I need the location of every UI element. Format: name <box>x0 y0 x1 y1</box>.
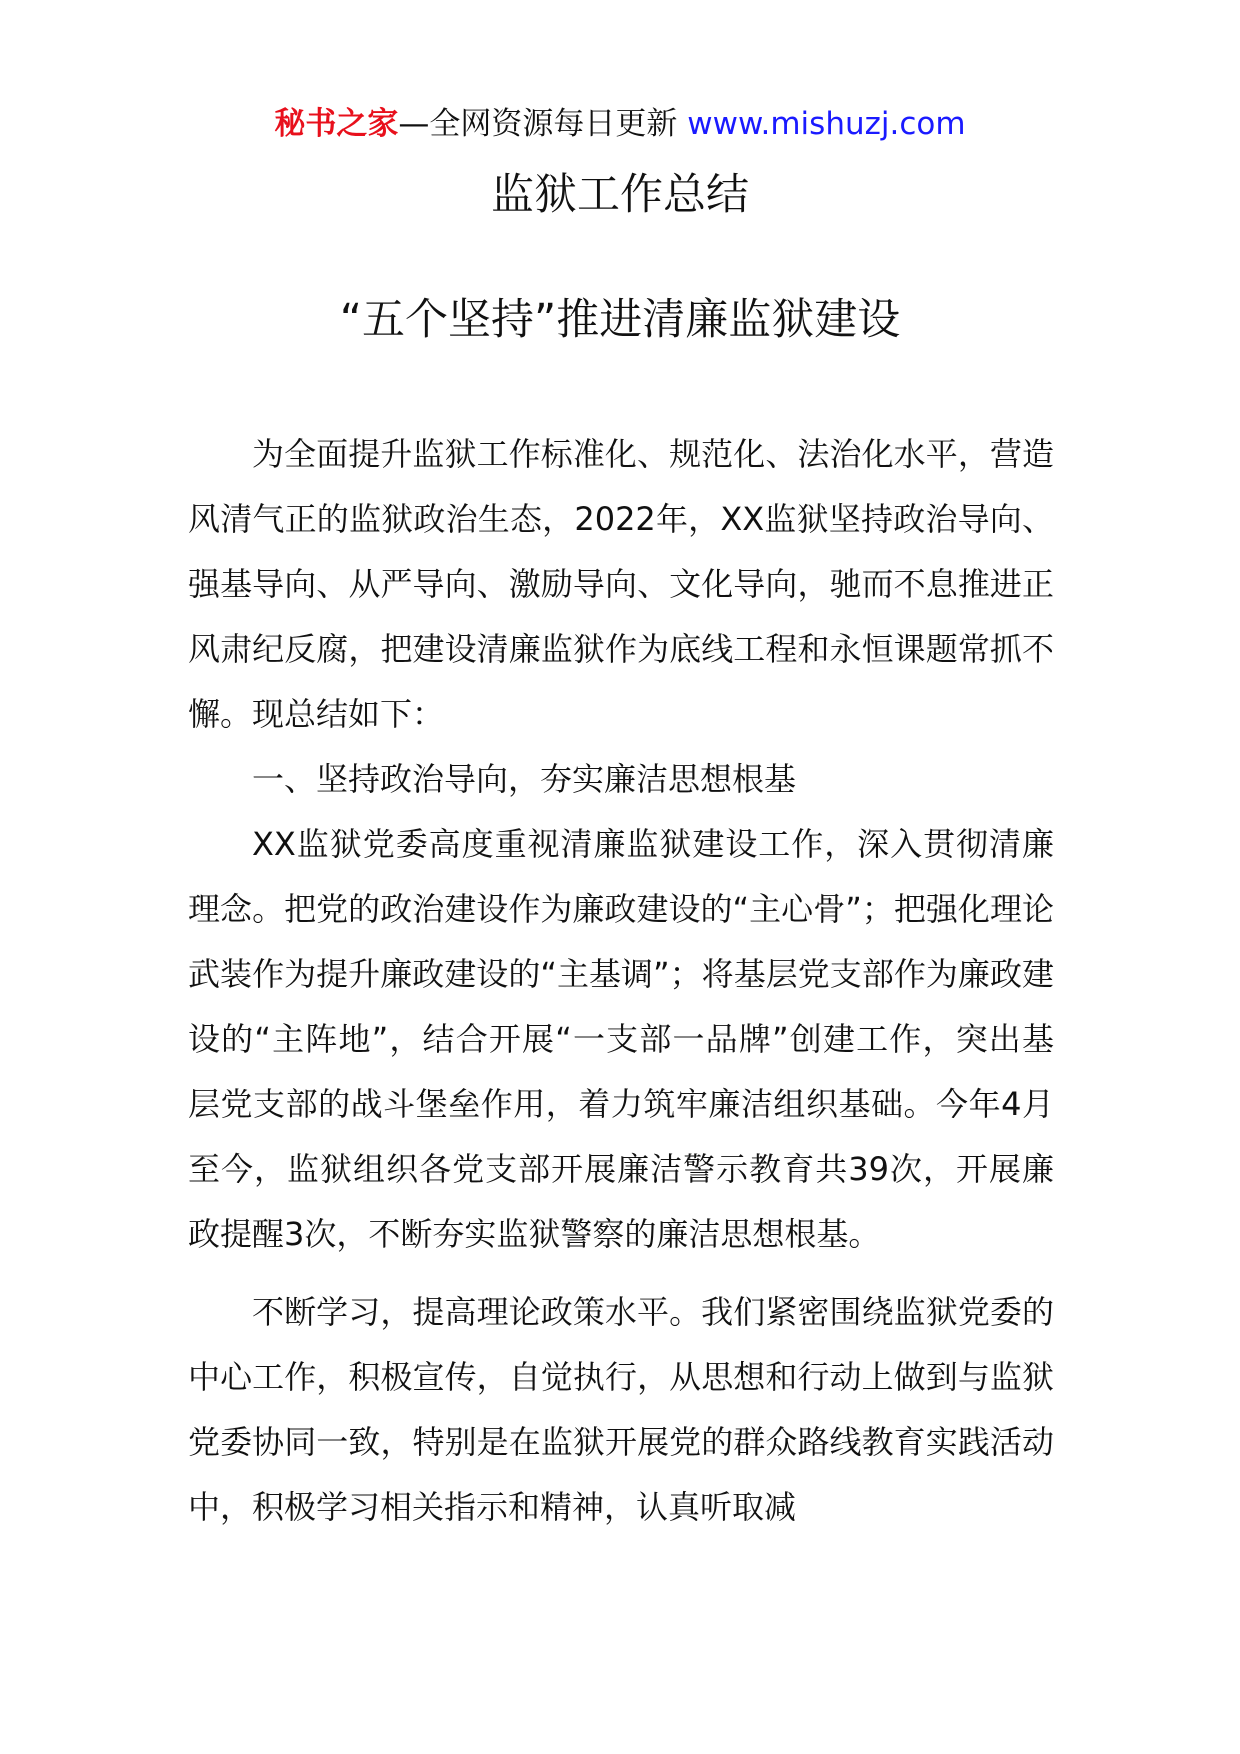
body-paragraph: XX监狱党委高度重视清廉监狱建设工作，深入贯彻清廉理念。把党的政治建设作为廉政建设的“主心骨”；把强化理论武装作为提升廉政建设的“主基调”；将基层党支部作为廉政建设的“主阵地”，结合开展“一支部一品牌”创建工作，突出基层党支部的战斗堡垒作用，着力筑牢廉洁组织基础。今年4月至今，监狱组织各党支部开展廉洁警示教育共39次，开展廉政提醒3次，不断夯实监狱警察的廉洁思想根基。 <box>188 825 1054 1253</box>
body-paragraph: 不断学习，提高理论政策水平。我们紧密围绕监狱党委的中心工作，积极宣传，自觉执行，从思想和行动上做到与监狱党委协同一致，特别是在监狱开展党的群众路线教育实践活动中，积极学习相关指示和精神，认真听取减 <box>188 1293 1054 1526</box>
intro-paragraph: 为全面提升监狱工作标准化、规范化、法治化水平，营造风清气正的监狱政治生态，2022年，XX监狱坚持政治导向、强基导向、从严导向、激励导向、文化导向，驰而不息推进正风肃纪反腐，把建设清廉监狱作为底线工程和永恒课题常抓不懈。现总结如下： <box>188 435 1054 733</box>
section-heading-1: 一、坚持政治导向，夯实廉洁思想根基 <box>252 760 797 798</box>
site-banner <box>0 102 1240 146</box>
document-title: 监狱工作总结 <box>491 170 749 220</box>
banner-tagline: —全网资源每日更新 <box>398 106 688 142</box>
site-url[interactable]: www.mishuzj.com <box>687 106 966 142</box>
brand-name: 秘书之家 <box>274 106 399 142</box>
document-body <box>188 422 1054 1540</box>
document-subtitle: “五个坚持”推进清廉监狱建设 <box>339 295 901 345</box>
